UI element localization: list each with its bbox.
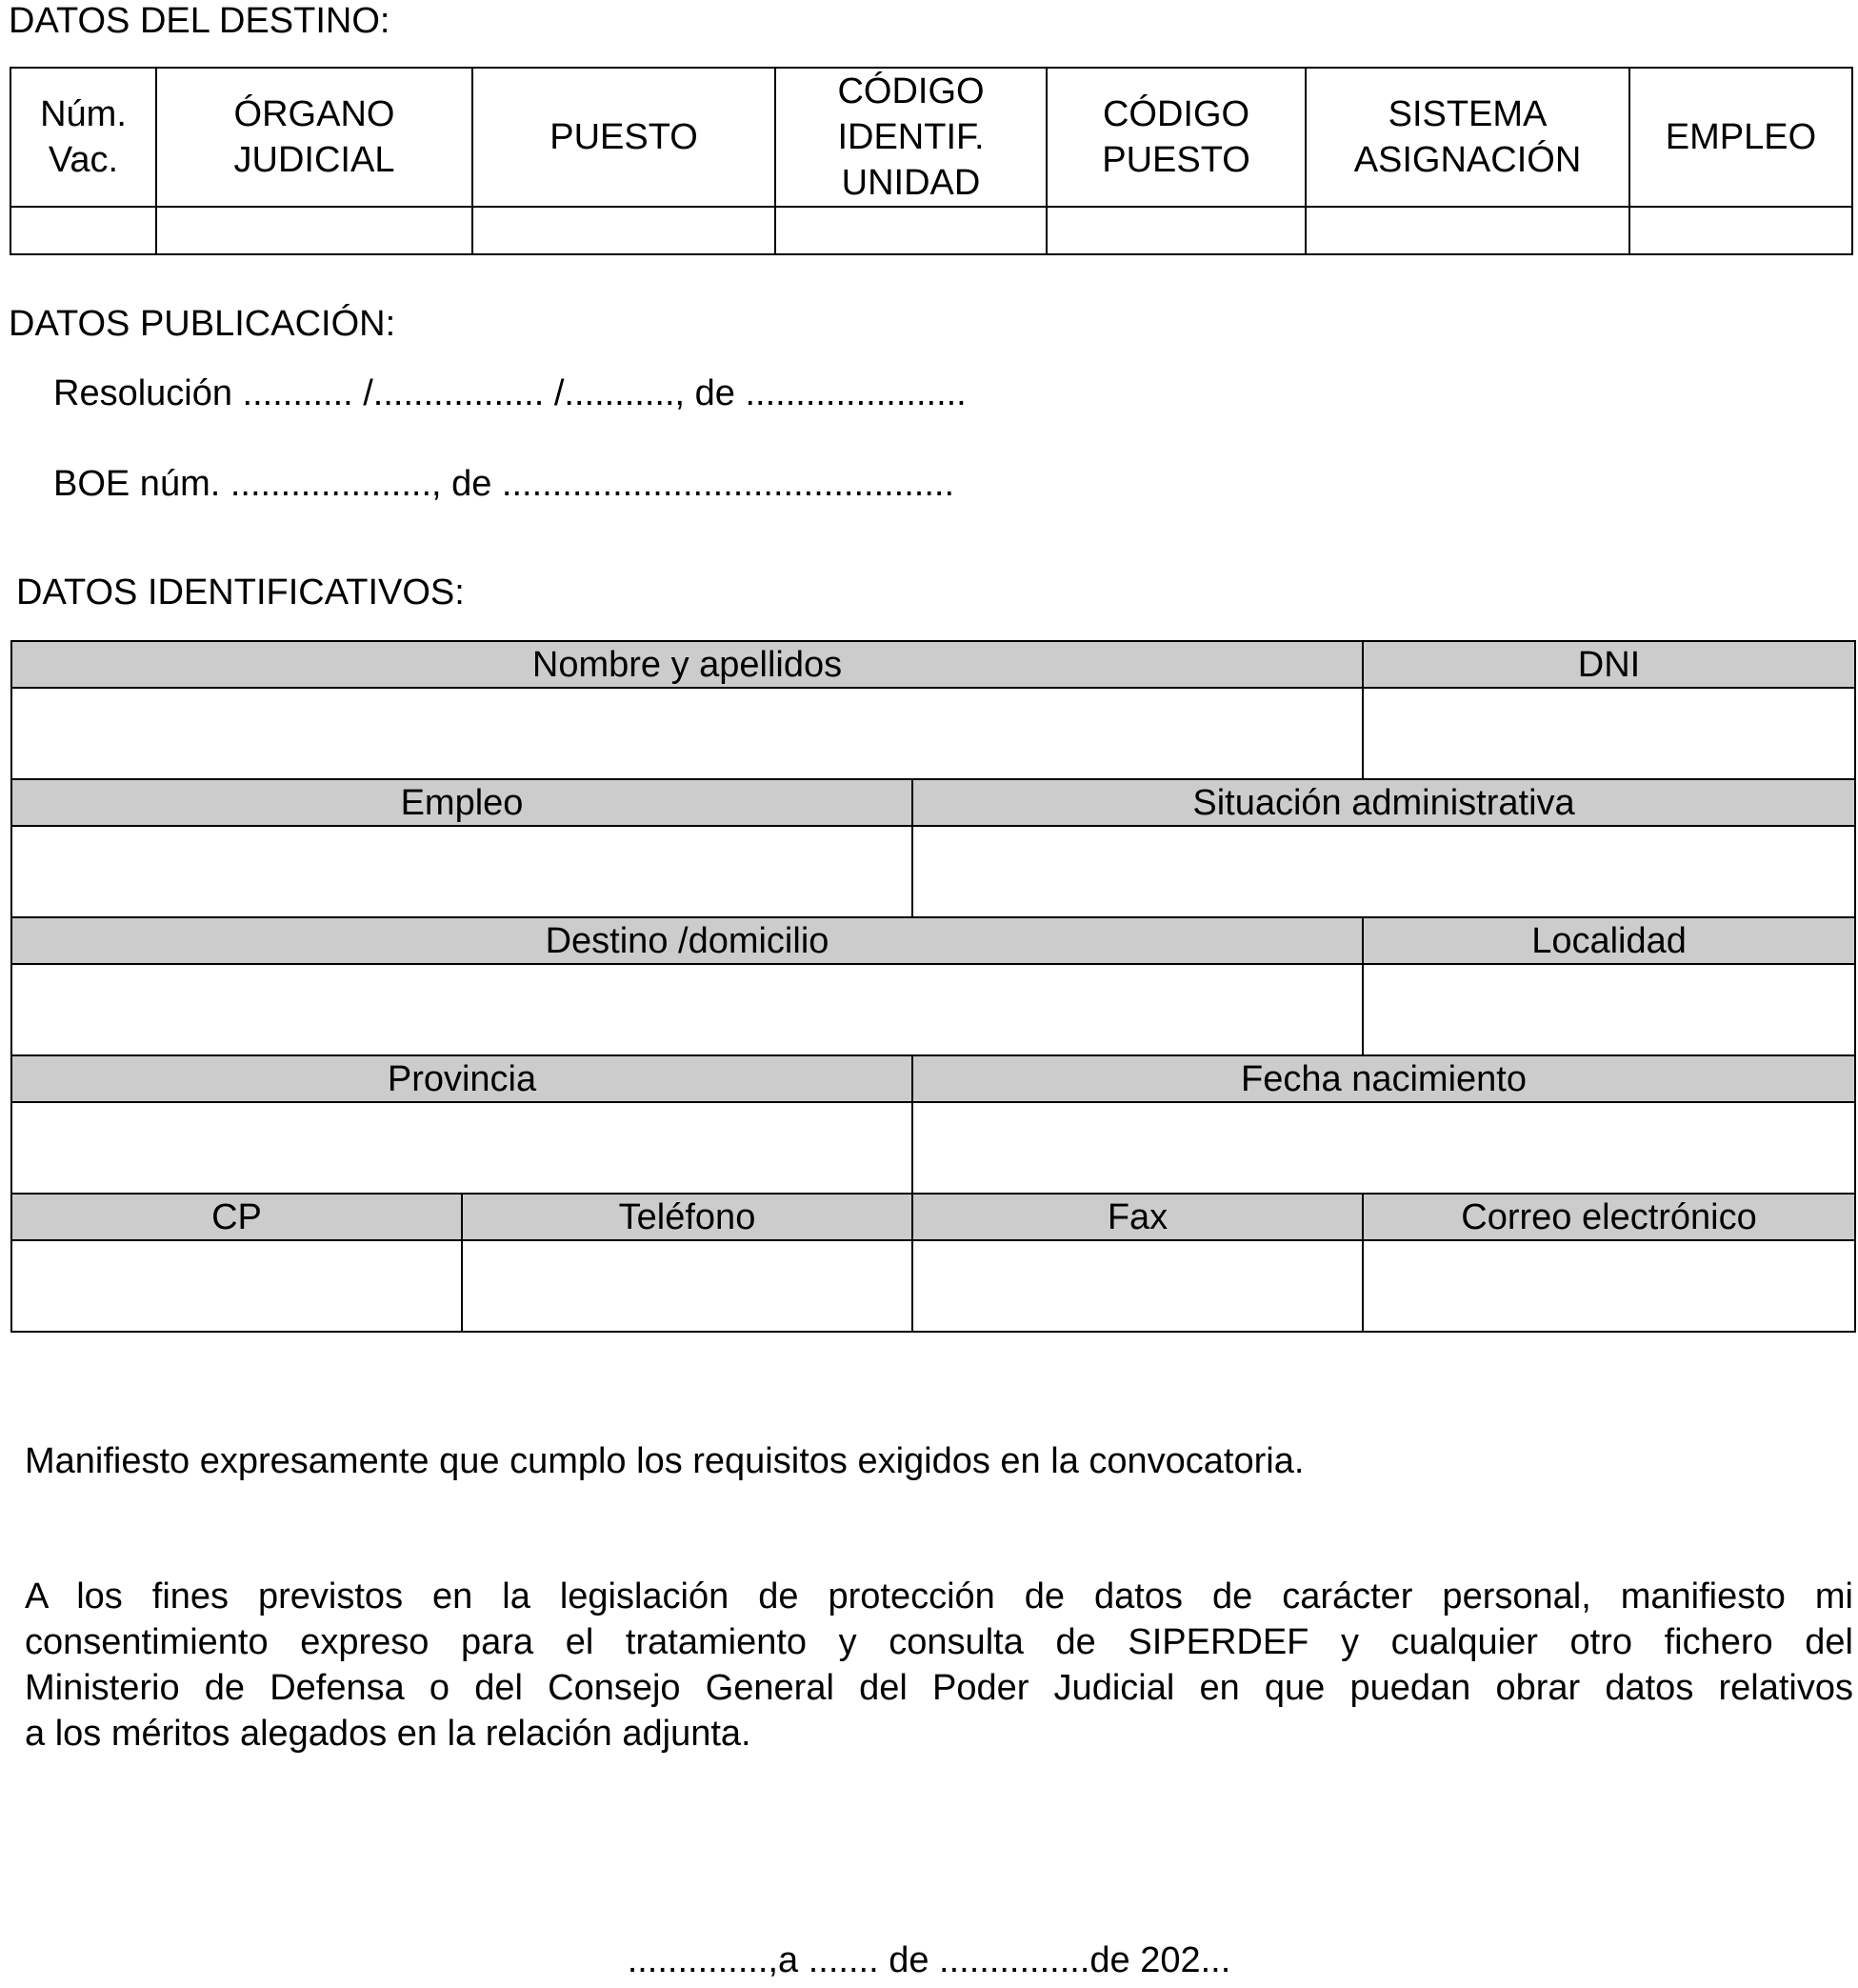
destino-table [10, 67, 1853, 255]
identificativos-section-title: DATOS IDENTIFICATIVOS: [16, 572, 465, 612]
identificativos-table [10, 640, 1856, 1333]
boe-line: BOE núm. ...................., de ............................................. [53, 464, 955, 504]
header-empleo: EMPLEO [1629, 68, 1852, 207]
resolucion-line: Resolución ........... /................. /..........., de ...................... [53, 373, 967, 413]
publicacion-section-title: DATOS PUBLICACIÓN: [9, 304, 396, 344]
field-localidad[interactable] [1363, 964, 1855, 1055]
label-cp: CP [11, 1194, 462, 1240]
input-empleo[interactable] [1629, 207, 1852, 254]
input-codigo-puesto[interactable] [1047, 207, 1306, 254]
field-provincia[interactable] [11, 1102, 912, 1194]
destino-section-title: DATOS DEL DESTINO: [9, 1, 390, 41]
field-destino-domicilio[interactable] [11, 964, 1363, 1055]
field-situacion-administrativa[interactable] [912, 826, 1855, 917]
label-empleo: Empleo [11, 779, 912, 826]
header-organo-judicial: ÓRGANO JUDICIAL [156, 68, 472, 207]
input-sistema-asignacion[interactable] [1306, 207, 1629, 254]
field-fecha-nacimiento[interactable] [912, 1102, 1855, 1194]
label-nombre-apellidos: Nombre y apellidos [11, 641, 1363, 688]
header-codigo-identif-unidad: CÓDIGO IDENTIF. UNIDAD [775, 68, 1047, 207]
field-nombre-apellidos[interactable] [11, 688, 1363, 779]
consentimiento-line-3: Ministerio de Defensa o del Consejo General del Poder Judicial en que puedan obrar datos relativos [25, 1668, 1853, 1708]
declaracion-text: Manifiesto expresamente que cumplo los requisitos exigidos en la convocatoria. [25, 1441, 1305, 1481]
label-localidad: Localidad [1363, 917, 1855, 964]
consentimiento-line-2: consentimiento expreso para el tratamiento y consulta de SIPERDEF y cualquier otro fichero del [25, 1622, 1853, 1662]
fecha-firma-line: ..............,a ....... de ...............de 202... [627, 1940, 1231, 1980]
field-dni[interactable] [1363, 688, 1855, 779]
field-empleo[interactable] [11, 826, 912, 917]
consentimiento-line-1: A los fines previstos en la legislación de protección de datos de carácter personal, manifiesto mi [25, 1576, 1853, 1617]
header-puesto: PUESTO [472, 68, 775, 207]
input-puesto[interactable] [472, 207, 775, 254]
label-situacion-administrativa: Situación administrativa [912, 779, 1855, 826]
label-fax: Fax [912, 1194, 1363, 1240]
input-organo-judicial[interactable] [156, 207, 472, 254]
label-fecha-nacimiento: Fecha nacimiento [912, 1055, 1855, 1102]
label-dni: DNI [1363, 641, 1855, 688]
label-provincia: Provincia [11, 1055, 912, 1102]
header-num-vac: Núm. Vac. [10, 68, 156, 207]
consentimiento-paragraph [25, 1574, 1853, 1757]
label-correo-electronico: Correo electrónico [1363, 1194, 1855, 1240]
label-telefono: Teléfono [462, 1194, 912, 1240]
input-codigo-identif-unidad[interactable] [775, 207, 1047, 254]
consentimiento-line-4: a los méritos alegados en la relación adjunta. [25, 1714, 751, 1754]
label-destino-domicilio: Destino /domicilio [11, 917, 1363, 964]
field-cp[interactable] [11, 1240, 462, 1332]
header-sistema-asignacion: SISTEMA ASIGNACIÓN [1306, 68, 1629, 207]
field-fax[interactable] [912, 1240, 1363, 1332]
header-codigo-puesto: CÓDIGO PUESTO [1047, 68, 1306, 207]
field-telefono[interactable] [462, 1240, 912, 1332]
input-num-vac[interactable] [10, 207, 156, 254]
field-correo-electronico[interactable] [1363, 1240, 1855, 1332]
